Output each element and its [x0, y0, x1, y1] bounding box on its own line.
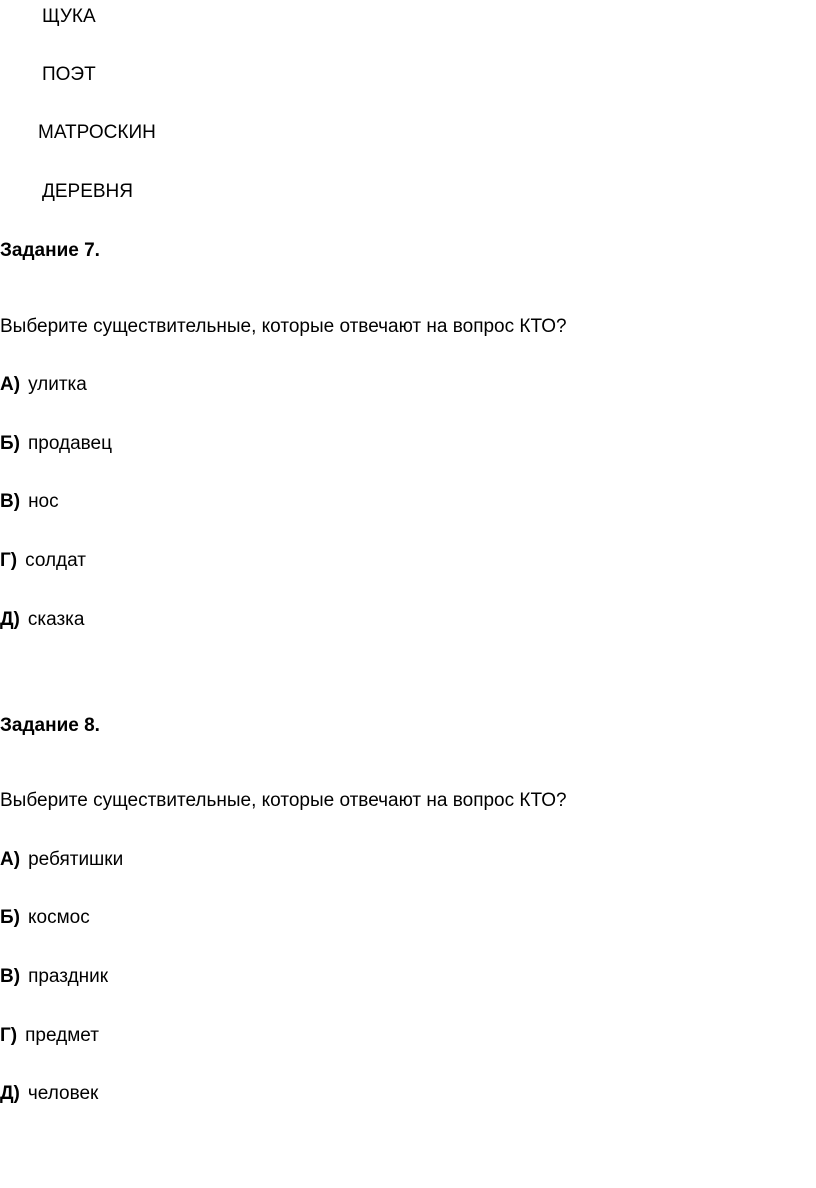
task-7-option-c: [0, 491, 59, 513]
option-text: космос: [27, 907, 90, 928]
task-7-question: Выберите существительные, которые отвечают на вопрос КТО?: [0, 316, 567, 337]
task-8-option-d: [0, 1025, 99, 1047]
task-8-question: Выберите существительные, которые отвечают на вопрос КТО?: [0, 790, 567, 811]
option-text: улитка: [28, 374, 87, 395]
task-8-option-a: [0, 849, 123, 871]
word-list-item: МАТРОСКИН: [38, 122, 156, 143]
option-text: сказка: [27, 609, 85, 630]
word-list-item: ДЕРЕВНЯ: [42, 181, 134, 202]
task-7-option-b: [0, 433, 112, 455]
word-list-item: ЩУКА: [42, 6, 96, 27]
task-7-title: Задание 7.: [0, 240, 100, 261]
task-7-option-a: [0, 374, 87, 396]
task-8-option-b: [0, 907, 90, 929]
option-text: человек: [27, 1083, 99, 1104]
option-text: предмет: [25, 1025, 99, 1046]
option-text: праздник: [28, 966, 109, 987]
task-8-title: Задание 8.: [0, 715, 100, 736]
option-text: нос: [28, 491, 59, 512]
task-8-option-c: [0, 966, 108, 988]
option-letter: Б): [0, 433, 20, 454]
option-letter: Г): [0, 1025, 18, 1046]
option-letter: Д): [0, 1083, 20, 1104]
option-letter: В): [0, 491, 21, 512]
task-7-option-e: [0, 609, 84, 631]
option-letter: А): [0, 374, 21, 395]
option-text: солдат: [25, 550, 86, 571]
task-7-option-d: [0, 550, 86, 572]
option-letter: В): [0, 966, 21, 987]
word-list-item: ПОЭТ: [42, 64, 96, 85]
option-letter: А): [0, 849, 21, 870]
option-text: продавец: [27, 433, 112, 454]
option-letter: Г): [0, 550, 18, 571]
option-letter: Б): [0, 907, 20, 928]
task-8-option-e: [0, 1083, 98, 1105]
option-letter: Д): [0, 609, 20, 630]
option-text: ребятишки: [28, 849, 124, 870]
